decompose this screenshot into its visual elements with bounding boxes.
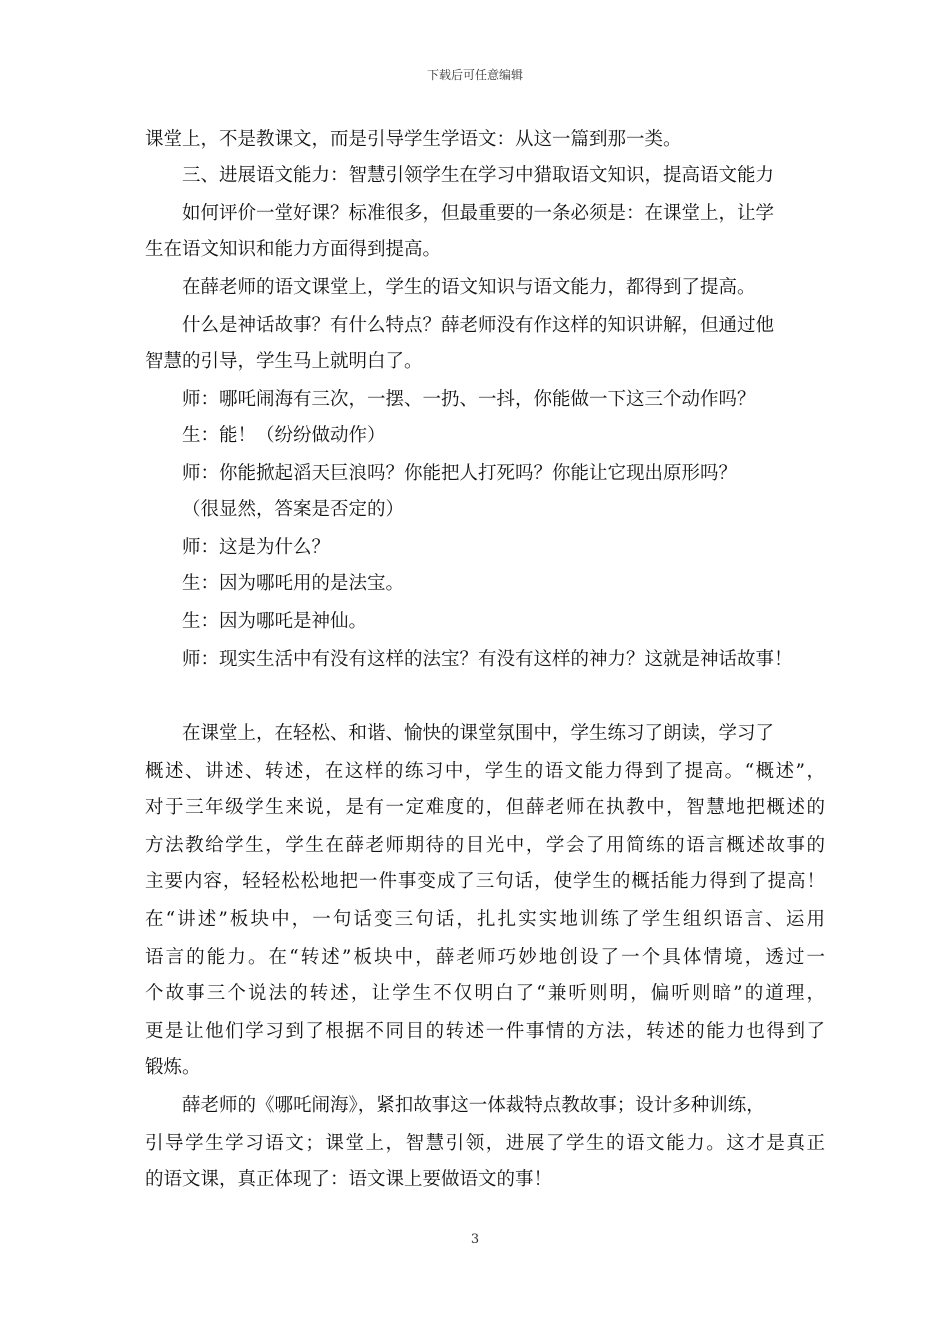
dialogue-line: 师：现实生活中有没有这样的法宝？有没有这样的神力？这就是神话故事！ [182, 649, 793, 670]
dialogue-line: 师：哪吒闹海有三次，一摆、一扔、一抖，你能做一下这三个动作吗？ [182, 389, 756, 410]
paragraph-line: 方法教给学生，学生在薛老师期待的目光中，学会了用简练的语言概述故事的 [145, 835, 825, 856]
dialogue-line: 生：能！（纷纷做动作） [182, 425, 386, 446]
paragraph-line: 薛老师的《哪吒闹海》，紧扣故事这一体裁特点教故事；设计多种训练， [182, 1095, 765, 1116]
paragraph-line: 在课堂上，在轻松、和谐、愉快的课堂氛围中，学生练习了朗读，学习了 [182, 723, 775, 744]
paragraph-line: 课堂上，不是教课文，而是引导学生学语文：从这一篇到那一类。 [145, 129, 682, 150]
paragraph-line: 语言的能力。在“转述”板块中，薛老师巧妙地创设了一个具体情境，透过一 [145, 947, 825, 968]
paragraph-line: 更是让他们学习到了根据不同目的转述一件事情的方法，转述的能力也得到了 [145, 1021, 825, 1042]
page-header: 下载后可任意编辑 [426, 68, 523, 82]
paragraph-line: 对于三年级学生来说，是有一定难度的，但薛老师在执教中，智慧地把概述的 [145, 797, 825, 818]
section-heading: 三、进展语文能力：智慧引领学生在学习中猎取语文知识，提高语文能力 [182, 165, 775, 186]
dialogue-line: 师：你能掀起滔天巨浪吗？你能把人打死吗？你能让它现出原形吗？ [182, 463, 738, 484]
paragraph-line: 个故事三个说法的转述，让学生不仅明白了“兼听则明，偏听则暗”的道理， [145, 983, 825, 1004]
paragraph-line: 主要内容，轻轻松松地把一件事变成了三句话，使学生的概括能力得到了提高！ [145, 871, 825, 892]
dialogue-line: （很显然，答案是否定的） [182, 499, 405, 520]
paragraph-line: 在“讲述”板块中，一句话变三句话，扎扎实实地训练了学生组织语言、运用 [145, 909, 825, 930]
paragraph-line: 什么是神话故事？有什么特点？薛老师没有作这样的知识讲解，但通过他 [182, 315, 775, 336]
paragraph-line: 生在语文知识和能力方面得到提高。 [145, 239, 442, 260]
paragraph-line: 锻炼。 [145, 1057, 201, 1078]
paragraph-line: 的语文课，真正体现了：语文课上要做语文的事！ [145, 1169, 553, 1190]
page-number: 3 [470, 1232, 480, 1247]
dialogue-line: 生：因为哪吒是神仙。 [182, 611, 368, 632]
dialogue-line: 生：因为哪吒用的是法宝。 [182, 573, 405, 594]
paragraph-line: 如何评价一堂好课？标准很多，但最重要的一条必须是：在课堂上，让学 [182, 203, 775, 224]
paragraph-line: 在薛老师的语文课堂上，学生的语文知识与语文能力，都得到了提高。 [182, 277, 756, 298]
paragraph-line: 概述、讲述、转述，在这样的练习中，学生的语文能力得到了提高。“概述”， [145, 761, 825, 782]
paragraph-line: 引导学生学习语文；课堂上，智慧引领，进展了学生的语文能力。这才是真正 [145, 1133, 825, 1154]
dialogue-line: 师：这是为什么？ [182, 537, 331, 558]
paragraph-line: 智慧的引导，学生马上就明白了。 [145, 351, 423, 372]
